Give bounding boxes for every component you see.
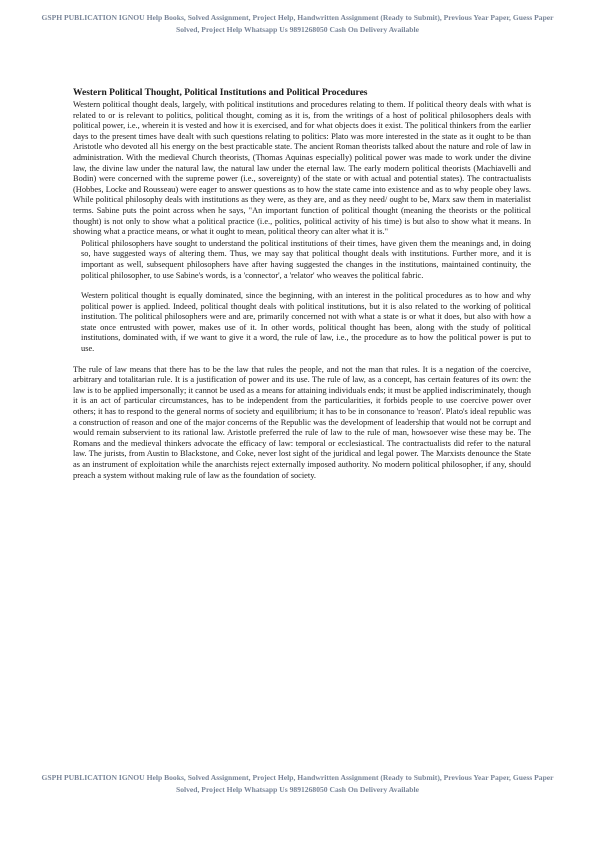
page-body [73, 88, 531, 481]
section-heading: Western Political Thought, Political Institutions and Political Procedures [73, 88, 368, 98]
paragraph-2: Political philosophers have sought to understand the political institutions of their times, have given them the meanings and, in doing so, have suggested ways of altering them. Thus, we may say that political thought deals with institutions. Further more, and it is important as well, subsequent philosophers have after having suggested the changes in the institutions, maintained continuity, the political philosopher, to use Sabine's words, is a 'connector', a 'relator' who weaves the political fabric. [81, 238, 531, 280]
paragraph-3: Western political thought is equally dominated, since the beginning, with an interest in the political procedures as to how and why political power is applied. Indeed, political thought deals with political institutions, but it is also related to the working of political institution. The political philosophers were and are, primarily concerned not with what a state is or what it does, but also with how a state once entrusted with power, makes use of it. In other words, political thought has been, along with the study of political institutions, dominated with, if we want to give it a word, the rule of law, i.e., the procedure as to how the political power is put to use. [81, 291, 531, 354]
paragraph-1: Western political thought deals, largely, with political institutions and procedures relating to them. If political theory deals with what is related to or is relevant to politics, political thought, coming as it is, from the writings of a host of political philosophers deals with political power, i.e., wherein it is vested and how it is exercised, and for what objects does it exist. The political thinkers from the earlier days to the present times have dealt with such questions relating to politics: Plato was more interested in the state as it ought to be than Aristotle who devoted all his energy on the best practicable state. The ancient Roman theorists talked about the nature and role of law in administration. With the medieval Church theorists, (Thomas Aquinas especially) political power was made to work under the divine law, the divine law under the natural law, the natural law under the eternal law. The early modern political theorists (Machiavelli and Bodin) were concerned with the supreme power (i.e., sovereignty) of the state or with actual and potential states). The contractualists (Hobbes, Locke and Rousseau) were eager to answer questions as to how the state came into existence and as to why people obey laws. While political philosophy deals with institutions as they were, as they are, and as they need/ ought to be, Marx saw them in materialist terms. Sabine puts the point across when he says, "An important function of political thought (meaning the theorists or the political thought) is not only to show what a political practice (i.e., politics, political activity of his time) is but also to show what it means. In showing what a practice means, or what it ought to mean, political theory can alter what it is." [73, 100, 531, 237]
footer-banner: GSPH PUBLICATION IGNOU Help Books, Solved Assignment, Project Help, Handwritten Assignment (Ready to Submit), Previous Year Paper, Guess Paper Solved, Project Help Whatsapp Us 9891268050 Cash On Delivery Available [41, 773, 554, 794]
header-banner: GSPH PUBLICATION IGNOU Help Books, Solved Assignment, Project Help, Handwritten Assignment (Ready to Submit), Previous Year Paper, Guess Paper Solved, Project Help Whatsapp Us 9891268050 Cash On Delivery Available [41, 13, 554, 34]
paragraph-4: The rule of law means that there has to be the law that rules the people, and not the man that rules. It is a negation of the coercive, arbitrary and totalitarian rule. It is a justification of power and its use. The rule of law, as a concept, has certain features of its own: the law is to be applied impersonally; it cannot be used as a means for attaining individuals ends; it must be applied indiscriminately, though it is an act of particular circumstances, has to be independent from the particularities, it forbids people to use coercive power over others; it has to respond to the general norms of society and equilibrium; it has to be in consonance to 'reason'. Plato's ideal republic was a construction of reason and one of the major concerns of the Republic was the development of leadership that would not be corrupt and would remain subservient to its rational law. Aristotle preferred the rule of law to the rule of man, howsoever wise these may be. The Romans and the medieval thinkers advocate the efficacy of law: temporal or ecclesiastical. The contractualists did refer to the natural law. The jurists, from Austin to Blackstone, and Coke, never lost sight of the juridical and legal power. The Marxists denounce the State as an instrument of exploitation while the anarchists reject externally imposed authority. No modern political philosopher, if any, should preach a system without making rule of law as the foundation of society. [73, 364, 531, 480]
